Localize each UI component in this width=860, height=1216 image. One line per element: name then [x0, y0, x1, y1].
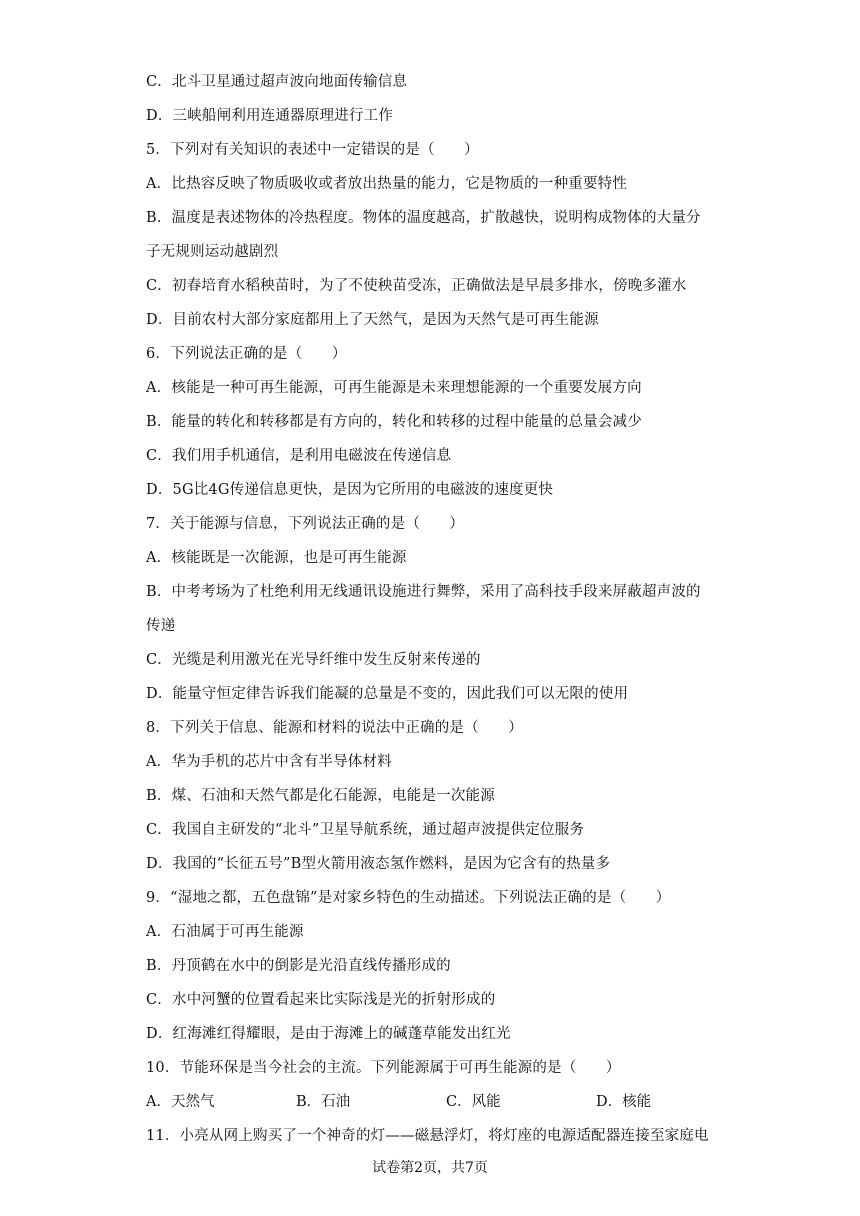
- option-a: A．核能是一种可再生能源，可再生能源是未来理想能源的一个重要发展方向: [146, 380, 642, 396]
- question-10-options: [146, 1092, 706, 1112]
- option-d: D．核能: [596, 1094, 652, 1110]
- option-a: A．石油属于可再生能源: [146, 924, 304, 940]
- option-b: B．丹顶鹤在水中的倒影是光沿直线传播形成的: [146, 958, 451, 974]
- question-7: 7．关于能源与信息，下列说法正确的是（ ）: [146, 516, 465, 532]
- option-c: C．我国自主研发的“北斗”卫星导航系统，通过超声波提供定位服务: [146, 822, 585, 838]
- question-8: 8．下列关于信息、能源和材料的说法中正确的是（ ）: [146, 720, 523, 736]
- option-b: B．温度是表述物体的冷热程度。物体的温度越高，扩散越快，说明构成物体的大量分: [146, 210, 701, 226]
- option-d: D．能量守恒定律告诉我们能凝的总量是不变的，因此我们可以无限的使用: [146, 686, 629, 702]
- page-footer: 试卷第2页，共7页: [372, 1160, 488, 1176]
- option-a: A．天然气: [146, 1094, 215, 1110]
- option-b-continued: 传递: [146, 618, 176, 634]
- option-b-continued: 子无规则运动越剧烈: [146, 244, 279, 260]
- question-6: 6．下列说法正确的是（ ）: [146, 346, 347, 362]
- option-d: D．我国的“长征五号”B型火箭用液态氢作燃料，是因为它含有的热量多: [146, 856, 611, 872]
- option-a: A．华为手机的芯片中含有半导体材料: [146, 754, 392, 770]
- option-d: D．目前农村大部分家庭都用上了天然气，是因为天然气是可再生能源: [146, 312, 599, 328]
- question-10: 10．节能环保是当今社会的主流。下列能源属于可再生能源的是（ ）: [146, 1060, 621, 1076]
- option-c: C．我们用手机通信，是利用电磁波在传递信息: [146, 448, 452, 464]
- option-b: B．石油: [296, 1094, 351, 1110]
- option-a: A．核能既是一次能源，也是可再生能源: [146, 550, 407, 566]
- option-c: C．光缆是利用激光在光导纤维中发生反射来传递的: [146, 652, 481, 668]
- option-d: D．红海滩红得耀眼，是由于海滩上的碱蓬草能发出红光: [146, 1026, 511, 1042]
- question-11: 11．小亮从网上购买了一个神奇的灯——磁悬浮灯，将灯座的电源适配器连接至家庭电: [146, 1128, 709, 1144]
- option-b: B．中考考场为了杜绝利用无线通讯设施进行舞弊，采用了高科技手段来屏蔽超声波的: [146, 584, 701, 600]
- option-a: A．比热容反映了物质吸收或者放出热量的能力，它是物质的一种重要特性: [146, 176, 628, 192]
- question-5: 5．下列对有关知识的表述中一定错误的是（ ）: [146, 142, 479, 158]
- option-c: C．北斗卫星通过超声波向地面传输信息: [146, 74, 408, 90]
- option-c: C．水中河蟹的位置看起来比实际浅是光的折射形成的: [146, 992, 496, 1008]
- option-b: B．煤、石油和天然气都是化石能源，电能是一次能源: [146, 788, 495, 804]
- option-d: D．5G比4G传递信息更快，是因为它所用的电磁波的速度更快: [146, 482, 554, 498]
- question-9: 9．“湿地之都，五色盘锦”是对家乡特色的生动描述。下列说法正确的是（ ）: [146, 890, 671, 906]
- option-c: C．风能: [446, 1094, 501, 1110]
- option-b: B．能量的转化和转移都是有方向的，转化和转移的过程中能量的总量会减少: [146, 414, 642, 430]
- option-d: D．三峡船闸利用连通器原理进行工作: [146, 108, 394, 124]
- option-c: C．初春培育水稻秧苗时，为了不使秧苗受冻，正确做法是早晨多排水，傍晚多灌水: [146, 278, 687, 294]
